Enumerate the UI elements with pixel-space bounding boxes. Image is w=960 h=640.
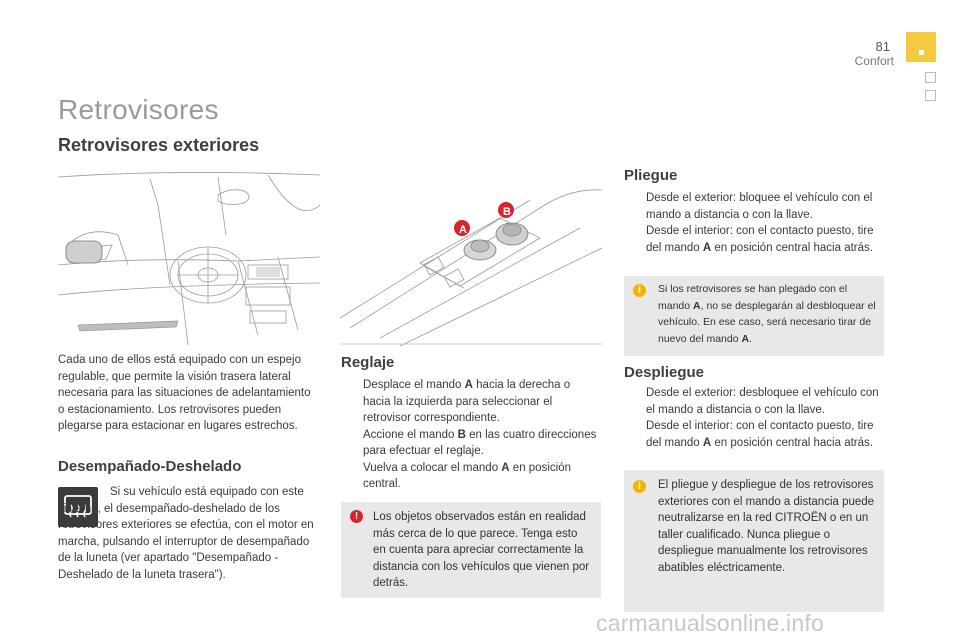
- page-number: 81: [875, 39, 890, 54]
- pliegue-steps: [624, 190, 884, 256]
- despliegue-steps: [624, 385, 884, 451]
- warning-icon: !: [350, 510, 363, 523]
- list-item: Desplace el mando A hacia la derecha o hacia la izquierda para seleccionar el retrovisor correspondiente.: [363, 379, 571, 424]
- mirror-switch-illustration: [340, 168, 602, 348]
- info-icon: i: [633, 480, 646, 493]
- warning-note: [341, 502, 601, 598]
- despliegue-info-note: [624, 470, 884, 612]
- label-b-marker: B: [503, 206, 511, 218]
- info-icon: i: [633, 284, 646, 297]
- reglaje-steps: [341, 377, 597, 493]
- list-item: Desde el interior: con el contacto puesto, tire del mando A en posición central hacia atrás.: [646, 420, 874, 449]
- defrost-text: Si su vehículo está equipado con este sistema, el desempañado-deshelado de los retrovisores exteriores se efectúa, con el motor en marcha, pulsando el interruptor de desempañado de la luneta (ver apartado "Desempañado -Deshelado de la luneta trasera").: [58, 486, 314, 581]
- reglaje-heading: Reglaje: [341, 354, 395, 371]
- dashboard-illustration: [58, 165, 320, 345]
- list-item: Accione el mando B en las cuatro direcciones para efectuar el reglaje.: [363, 428, 597, 457]
- despliegue-heading: Despliegue: [624, 364, 705, 381]
- defrost-heading: Desempañado-Deshelado: [58, 458, 242, 475]
- despliegue-info-text: El pliegue y despliegue de los retrovisores exteriores con el mando a distancia puede neutralizarse en la red CITROËN o en un taller cualificado. Nunca pliegue o despliegue manualmente los retrovisores abatibles eléctricamente.: [658, 479, 875, 574]
- page-title: Retrovisores: [58, 94, 219, 125]
- pliegue-info-note: [624, 276, 884, 356]
- warning-text: Los objetos observados están en realidad más cerca de lo que parece. Tenga esto en cuenta para apreciar correctamente la distancia con los vehículos que vienen por detrás.: [373, 511, 590, 589]
- pliegue-heading: Pliegue: [624, 167, 678, 184]
- section-title: Retrovisores exteriores: [58, 135, 260, 155]
- pliegue-info-text: Si los retrovisores se han plegado con el mando A, no se desplegarán al desbloquear el vehículo. En ese caso, será necesario tirar de nuevo del mando A.: [658, 283, 876, 345]
- list-item: Desde el exterior: desbloquee el vehículo con el mando a distancia o con la llave.: [646, 387, 879, 416]
- list-item: Desde el exterior: bloquee el vehículo con el mando a distancia o con la llave.: [646, 192, 873, 221]
- section-tab-active[interactable]: [906, 32, 936, 62]
- tab-dot-icon: [919, 50, 924, 55]
- section-name: Confort: [854, 54, 894, 68]
- intro-text: Cada uno de ellos está equipado con un espejo regulable, que permite la visión trasera lateral necesaria para las situaciones de adelantamiento o estacionamiento. Los retrovisores pueden plegarse para estacionar en lugares estrechos.: [58, 354, 311, 432]
- list-item: Vuelva a colocar el mando A en posición central.: [363, 461, 571, 490]
- label-a-marker: A: [459, 224, 467, 236]
- list-item: Desde el interior: con el contacto puesto, tire del mando A en posición central hacia atrás.: [646, 225, 874, 254]
- section-tab[interactable]: [925, 90, 936, 101]
- watermark: carmanualsonline.info: [596, 610, 824, 636]
- section-tab[interactable]: [925, 72, 936, 83]
